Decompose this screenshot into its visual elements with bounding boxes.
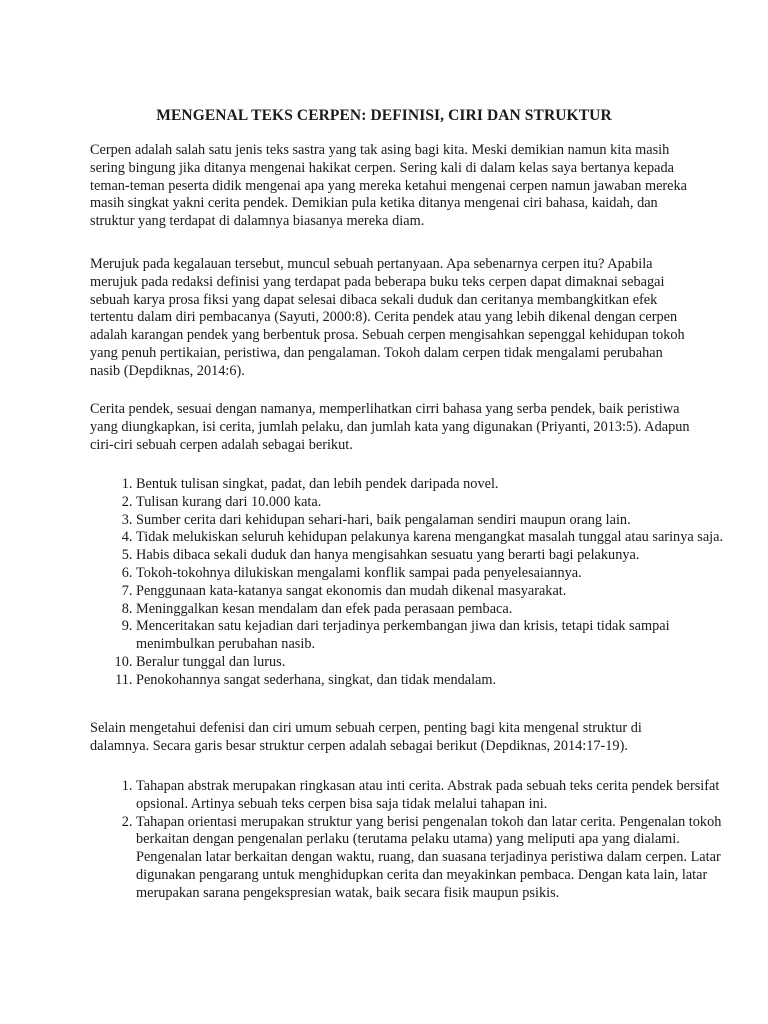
paragraph-ciri-intro: Cerita pendek, sesuai dengan namanya, memperlihatkan cirri bahasa yang serba pendek, baik peristiwa yang diungkapkan, isi cerita, jumlah pelaku, dan jumlah kata yang digunakan (Priyanti, 2013:5). Adapun ciri-ciri sebuah cerpen adalah sebagai berikut. (90, 401, 690, 453)
struktur-list (90, 778, 736, 903)
paragraph-intro: Cerpen adalah salah satu jenis teks sastra yang tak asing bagi kita. Meski demikian namun kita masih sering bingung jika ditanya mengenai hakikat cerpen. Sering kali di dalam kelas saya bertanya kepada teman-teman peserta didik mengenai apa yang mereka ketahui mengenai cerpen namun jawaban mereka masih singkat yakni cerita pendek. Demikian pula ketika ditanya mengenai ciri bahasa, kaidah, dan struktur yang terdapat di dalamnya biasanya mereka diam. (90, 142, 688, 230)
ciri-list (90, 476, 736, 690)
list-item: 11. Penokohannya sangat sederhana, singkat, dan tidak mendalam. (136, 672, 736, 690)
document-title: MENGENAL TEKS CERPEN: DEFINISI, CIRI DAN STRUKTUR (156, 107, 612, 124)
list-item: 2. Tahapan orientasi merupakan struktur yang berisi pengenalan tokoh dan latar cerita. Pengenalan tokoh berkaitan dengan pengenalan perlaku (terutama pelaku utama) yang meliputi apa yang dialami. Pengenalan latar berkaitan dengan waktu, ruang, dan suasana terjadinya peristiwa dalam cerpen. Latar digunakan pengarang untuk menghidupkan cerita dan meyakinkan pembaca. Dengan kata lain, latar merupakan sarana pengekspresian watak, baik secara fisik maupun psikis. (136, 814, 736, 903)
paragraph-struktur-intro: Selain mengetahui defenisi dan ciri umum sebuah cerpen, penting bagi kita mengenal struktur di dalamnya. Secara garis besar struktur cerpen adalah sebagai berikut (Depdiknas, 2014:17-19). (90, 720, 642, 754)
paragraph-definition: Merujuk pada kegalauan tersebut, muncul sebuah pertanyaan. Apa sebenarnya cerpen itu? Apabila merujuk pada redaksi definisi yang terdapat pada beberapa buku teks cerpen dapat dimaknai sebagai sebuah karya prosa fiksi yang dapat selesai dibaca sekali duduk dan ceritanya membangkitkan efek tertentu dalam diri pembacanya (Sayuti, 2000:8). Cerita pendek atau yang lebih dikenal dengan cerpen adalah karangan pendek yang berbentuk prosa. Sebuah cerpen mengisahkan sepenggal kehidupan tokoh yang penuh pertikaian, peristiwa, dan pengalaman. Tokoh dalam cerpen tidak mengalami perubahan nasib (Depdiknas, 2014:6). (90, 256, 685, 379)
list-item: 9. Menceritakan satu kejadian dari terjadinya perkembangan jiwa dan krisis, tetapi tidak sampai menimbulkan perubahan nasib. (136, 618, 736, 654)
list-item: 4. Tidak melukiskan seluruh kehidupan pelakunya karena mengangkat masalah tunggal atau sarinya saja. (136, 529, 736, 547)
list-item: 3. Sumber cerita dari kehidupan sehari-hari, baik pengalaman sendiri maupun orang lain. (136, 512, 736, 530)
list-item: 2. Tulisan kurang dari 10.000 kata. (136, 494, 736, 512)
list-item: 5. Habis dibaca sekali duduk dan hanya mengisahkan sesuatu yang berarti bagi pelakunya. (136, 547, 736, 565)
list-item: 1. Bentuk tulisan singkat, padat, dan lebih pendek daripada novel. (136, 476, 736, 494)
list-item: 1. Tahapan abstrak merupakan ringkasan atau inti cerita. Abstrak pada sebuah teks cerita pendek bersifat opsional. Artinya sebuah teks cerpen bisa saja tidak melalui tahapan ini. (136, 778, 736, 814)
list-item: 8. Meninggalkan kesan mendalam dan efek pada perasaan pembaca. (136, 601, 736, 619)
list-item: 7. Penggunaan kata-katanya sangat ekonomis dan mudah dikenal masyarakat. (136, 583, 736, 601)
list-item: 6. Tokoh-tokohnya dilukiskan mengalami konflik sampai pada penyelesaiannya. (136, 565, 736, 583)
list-item: 10. Beralur tunggal dan lurus. (136, 654, 736, 672)
